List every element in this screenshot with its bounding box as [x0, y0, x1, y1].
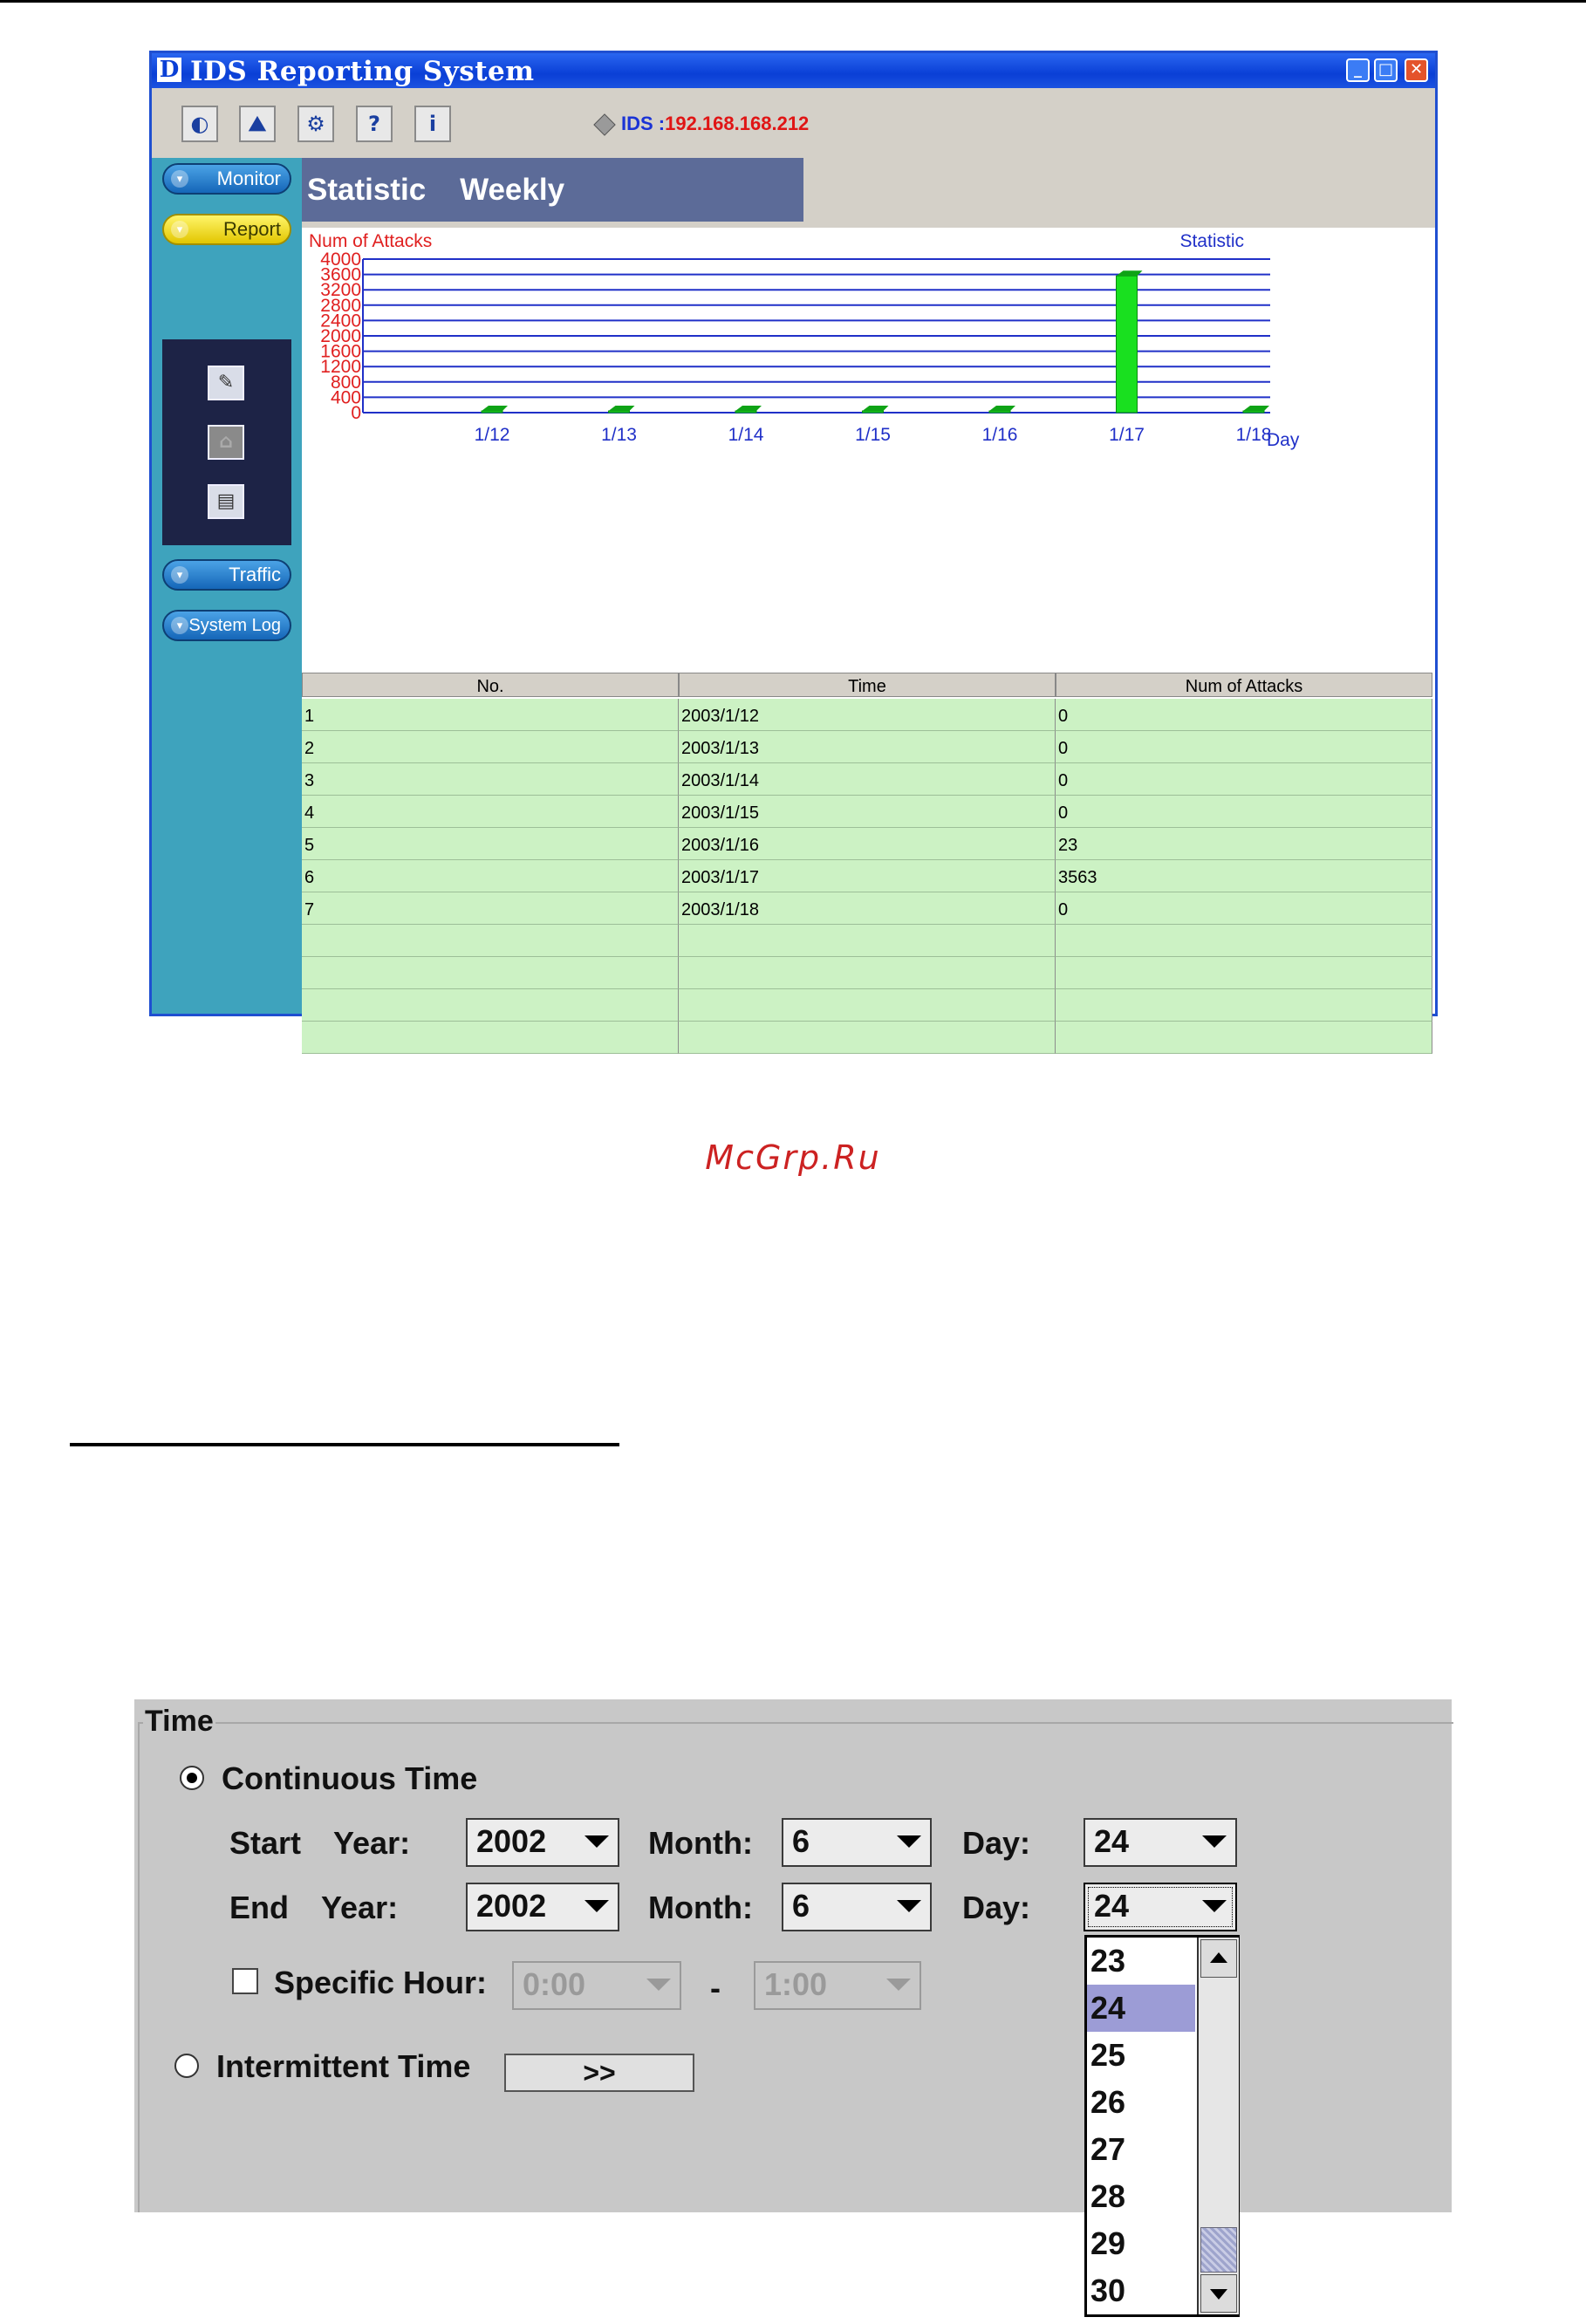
y-tick-label: 2800: [320, 295, 361, 316]
table-cell: 2003/1/12: [679, 699, 1056, 731]
ids-address: [597, 113, 809, 135]
day-option[interactable]: 28: [1090, 2178, 1126, 2214]
table-cell: 2: [302, 731, 679, 763]
table-cell: 3563: [1056, 860, 1432, 892]
report-ribbon: [302, 158, 1435, 228]
chart-bar[interactable]: [989, 411, 1010, 413]
chevron-down-icon: ▾: [171, 170, 188, 188]
end-year-select[interactable]: [466, 1883, 619, 1931]
sidebar-item-monitor[interactable]: [162, 163, 291, 195]
x-tick-label: 1/13: [601, 425, 637, 445]
intermittent-button[interactable]: >>: [504, 2054, 694, 2092]
sidebar: [152, 158, 302, 1014]
table-row[interactable]: [302, 892, 1432, 925]
y-tick-label: 2400: [320, 311, 361, 332]
table-body: [302, 699, 1432, 1054]
attacks-chart: [302, 228, 1432, 533]
chevron-down-icon: [646, 1979, 671, 1991]
day-option[interactable]: 27: [1090, 2131, 1126, 2167]
continuous-time-radio[interactable]: [180, 1766, 204, 1790]
legend-label: Statistic: [1179, 231, 1244, 251]
start-day-select[interactable]: [1084, 1818, 1237, 1867]
table-cell: 3: [302, 763, 679, 796]
table-cell: [1056, 989, 1432, 1022]
day-option[interactable]: 29: [1090, 2225, 1126, 2261]
sidebar-item-label: Report: [222, 218, 281, 240]
chart-bar-top: [989, 406, 1015, 411]
y-tick-label: 400: [330, 387, 361, 408]
sidebar-item-label: System Log: [188, 616, 281, 635]
x-tick-label: 1/18: [1235, 425, 1272, 445]
column-header[interactable]: Time: [679, 673, 1056, 697]
x-tick-label: 1/12: [474, 425, 510, 445]
chart-bar[interactable]: [609, 411, 630, 413]
chart-bar-top: [1243, 406, 1269, 411]
chevron-down-icon: [886, 1979, 911, 1991]
table-cell: 2003/1/16: [679, 828, 1056, 860]
chart-bar-top: [735, 406, 762, 411]
sidebar-item-system-log[interactable]: [162, 610, 291, 641]
intermittent-time-label: Intermittent Time: [216, 2048, 471, 2084]
y-tick-label: 1600: [320, 341, 361, 362]
end-year-label: Year:: [321, 1890, 399, 1925]
watermark: McGrp.Ru: [705, 1138, 881, 1177]
hour-to-select[interactable]: [754, 1961, 921, 2010]
hour-from-value: 0:00: [523, 1966, 586, 2002]
table-cell: 0: [1056, 731, 1432, 763]
start-year-label: Year:: [333, 1825, 411, 1861]
table-cell: [302, 1022, 679, 1054]
table-cell: 0: [1056, 892, 1432, 925]
help-icon[interactable]: ?: [356, 106, 393, 142]
y-tick-label: 0: [351, 403, 361, 423]
day-option[interactable]: 30: [1090, 2273, 1126, 2308]
ids-ip: 192.168.168.212: [665, 113, 810, 134]
table-cell: 2003/1/14: [679, 763, 1056, 796]
column-header[interactable]: No.: [302, 673, 679, 697]
table-cell: [302, 925, 679, 957]
table-row[interactable]: [302, 925, 1432, 957]
attacks-table: [302, 673, 1432, 1063]
minimize-icon[interactable]: _: [1346, 58, 1370, 82]
chart-bar[interactable]: [482, 411, 502, 413]
table-cell: [679, 957, 1056, 989]
report-icon[interactable]: ✎: [208, 366, 244, 400]
table-row[interactable]: [302, 989, 1432, 1022]
table-cell: 23: [1056, 828, 1432, 860]
report-subpanel: [162, 339, 291, 545]
table-cell: [1056, 1022, 1432, 1054]
chevron-down-icon: [897, 1900, 921, 1912]
table-cell: 0: [1056, 699, 1432, 731]
end-label: End: [229, 1890, 289, 1925]
time-panel: [134, 1699, 1452, 2212]
table-cell: [679, 925, 1056, 957]
chart-bar-top: [863, 406, 889, 411]
chevron-down-icon: ▾: [171, 221, 188, 238]
table-cell: [302, 989, 679, 1022]
toolbar: [152, 88, 1435, 158]
chart-bar[interactable]: [735, 411, 756, 413]
table-cell: 2003/1/15: [679, 796, 1056, 828]
scroll-thumb[interactable]: [1200, 2227, 1237, 2273]
y-tick-label: 3200: [320, 280, 361, 301]
day-option[interactable]: 25: [1090, 2037, 1126, 2073]
start-label: Start: [229, 1825, 302, 1861]
x-tick-label: 1/16: [981, 425, 1018, 445]
table-row[interactable]: [302, 731, 1432, 763]
specific-hour-checkbox[interactable]: [232, 1968, 258, 1994]
hour-from-select[interactable]: [512, 1961, 681, 2010]
sidebar-item-label: Monitor: [216, 167, 281, 189]
top-rule: [0, 0, 1586, 3]
table-row[interactable]: [302, 828, 1432, 860]
start-month-label: Month:: [648, 1825, 753, 1861]
start-day-label: Day:: [962, 1825, 1031, 1861]
print-icon[interactable]: ▤: [208, 484, 244, 519]
chart-bar[interactable]: [1117, 276, 1138, 413]
table-header: [302, 673, 1432, 699]
chevron-down-icon: ▾: [171, 566, 188, 584]
info-icon[interactable]: i: [414, 106, 451, 142]
end-month-value: 6: [792, 1888, 810, 1924]
start-year-select[interactable]: [466, 1818, 619, 1867]
day-option[interactable]: 23: [1090, 1943, 1126, 1979]
chart-bar-top: [609, 406, 635, 411]
app-logo: D: [157, 58, 181, 82]
table-row[interactable]: [302, 699, 1432, 731]
ribbon-subtitle: Weekly: [460, 173, 565, 207]
start-day-value: 24: [1094, 1823, 1130, 1859]
hour-to-value: 1:00: [764, 1966, 828, 2002]
scroll-down-icon[interactable]: [1200, 2274, 1237, 2313]
table-cell: 2003/1/18: [679, 892, 1056, 925]
window-title: IDS Reporting System: [190, 56, 535, 87]
table-cell: [1056, 925, 1432, 957]
y-tick-label: 800: [330, 372, 361, 393]
table-cell: 1: [302, 699, 679, 731]
ribbon-heading: [302, 158, 803, 222]
start-year-value: 2002: [476, 1823, 547, 1859]
sidebar-item-report[interactable]: [162, 214, 291, 245]
intermittent-time-radio[interactable]: [174, 2054, 199, 2078]
chart-bar[interactable]: [863, 411, 884, 413]
y-axis-title: Num of Attacks: [309, 231, 433, 251]
day-option[interactable]: 24: [1087, 1985, 1195, 2032]
main-content: [302, 158, 1435, 1014]
maximize-icon[interactable]: □: [1374, 58, 1398, 82]
x-tick-label: 1/15: [855, 425, 891, 445]
chevron-down-icon: [584, 1900, 609, 1912]
title-bar[interactable]: [152, 53, 1435, 88]
day-dropdown: [1084, 1935, 1240, 2317]
y-tick-label: 3600: [320, 264, 361, 285]
day-options-list: [1087, 1938, 1195, 2314]
chevron-down-icon: ▾: [171, 617, 188, 634]
table-row[interactable]: [302, 860, 1432, 892]
table-cell: 0: [1056, 763, 1432, 796]
y-tick-label: 1200: [320, 357, 361, 378]
table-cell: 7: [302, 892, 679, 925]
start-month-select[interactable]: [782, 1818, 932, 1867]
globe-icon[interactable]: ◐: [181, 106, 218, 142]
chart-bar-top: [482, 406, 508, 411]
table-cell: 6: [302, 860, 679, 892]
day-option[interactable]: 26: [1090, 2084, 1126, 2120]
table-cell: [679, 1022, 1056, 1054]
continuous-time-label: Continuous Time: [222, 1760, 478, 1796]
table-cell: [302, 957, 679, 989]
table-cell: 2003/1/13: [679, 731, 1056, 763]
table-cell: 4: [302, 796, 679, 828]
gateway-icon[interactable]: ⛰: [239, 106, 276, 142]
chevron-down-icon: [897, 1835, 921, 1848]
table-row[interactable]: [302, 763, 1432, 796]
table-row[interactable]: [302, 957, 1432, 989]
section-rule: [70, 1443, 619, 1446]
table-cell: 5: [302, 828, 679, 860]
dropdown-scrollbar[interactable]: [1197, 1938, 1239, 2314]
close-icon[interactable]: ✕: [1405, 58, 1428, 82]
home-icon[interactable]: ⌂: [208, 425, 244, 460]
settings-icon[interactable]: ⚙: [297, 106, 334, 142]
y-tick-label: 2000: [320, 326, 361, 346]
end-month-label: Month:: [648, 1890, 753, 1925]
table-cell: 0: [1056, 796, 1432, 828]
end-year-value: 2002: [476, 1888, 547, 1924]
specific-hour-label: Specific Hour:: [274, 1965, 488, 2000]
ids-window: [149, 51, 1438, 1016]
chart-bar[interactable]: [1243, 411, 1264, 413]
end-day-select[interactable]: [1084, 1883, 1237, 1931]
sidebar-item-traffic[interactable]: [162, 559, 291, 591]
chevron-down-icon: [1202, 1900, 1227, 1912]
table-row[interactable]: [302, 796, 1432, 828]
end-month-select[interactable]: [782, 1883, 932, 1931]
ids-diamond-icon: [593, 113, 615, 135]
table-cell: [1056, 957, 1432, 989]
x-tick-label: 1/17: [1109, 425, 1145, 445]
end-day-label: Day:: [962, 1890, 1031, 1925]
scroll-up-icon[interactable]: [1200, 1939, 1237, 1978]
sidebar-item-label: Traffic: [229, 564, 281, 585]
ids-label: IDS :: [621, 113, 666, 134]
x-axis-title: Day: [1267, 430, 1300, 450]
ribbon-title: Statistic: [307, 173, 427, 207]
column-header[interactable]: Num of Attacks: [1056, 673, 1432, 697]
time-legend: Time: [145, 1705, 214, 1738]
end-day-value: 24: [1094, 1888, 1130, 1924]
table-row[interactable]: [302, 1022, 1432, 1054]
table-cell: 2003/1/17: [679, 860, 1056, 892]
y-tick-label: 4000: [320, 249, 361, 270]
chevron-down-icon: [1202, 1835, 1227, 1848]
hour-separator: -: [710, 1970, 721, 2006]
x-tick-label: 1/14: [728, 425, 764, 445]
chevron-down-icon: [584, 1835, 609, 1848]
table-cell: [679, 989, 1056, 1022]
start-month-value: 6: [792, 1823, 810, 1859]
